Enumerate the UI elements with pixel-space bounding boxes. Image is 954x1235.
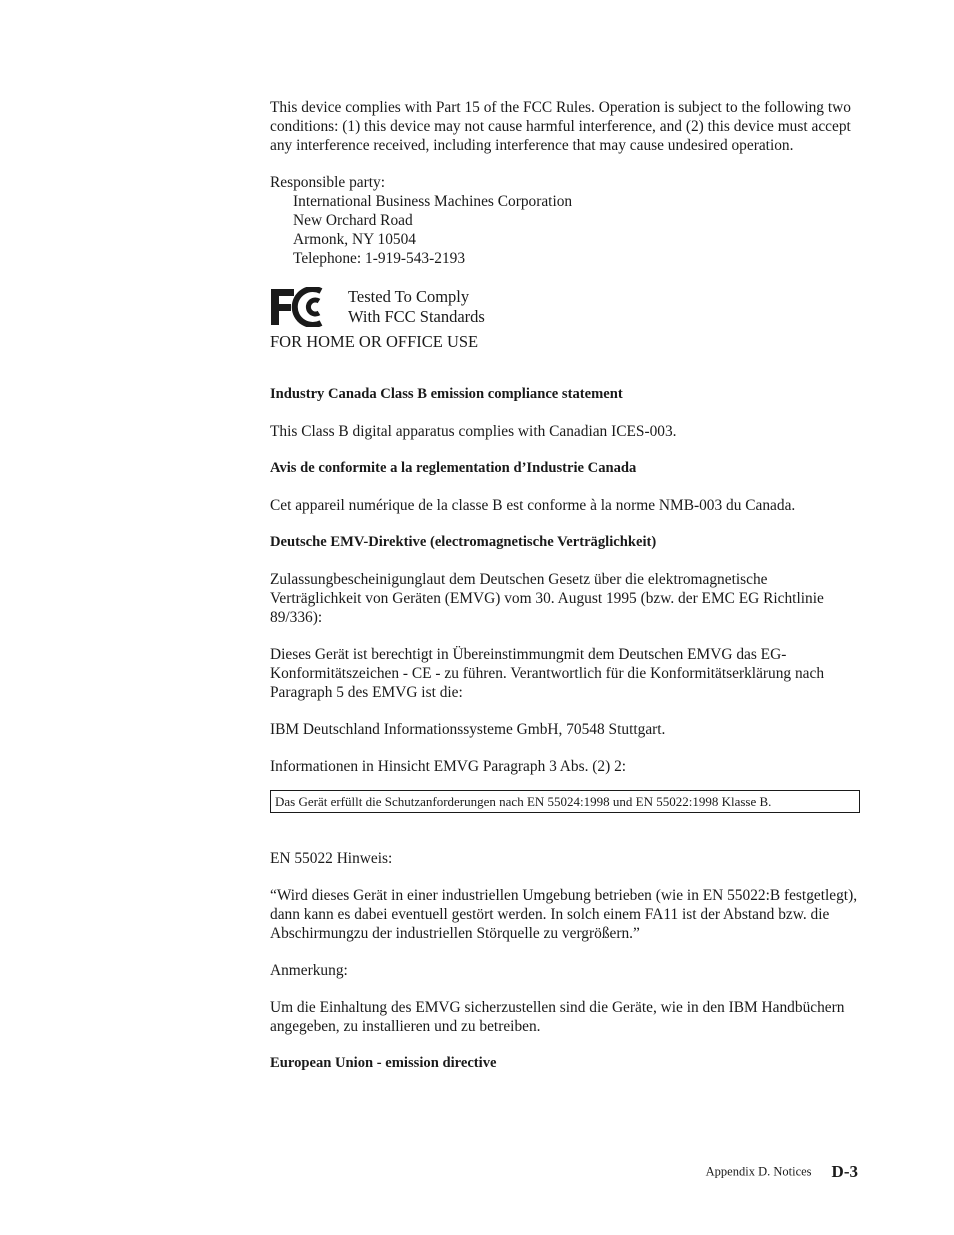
germany-protection-box: Das Gerät erfüllt die Schutzanforderungen nach EN 55024:1998 und EN 55022:1998 Klasse B. (270, 790, 860, 813)
note-text: Um die Einhaltung des EMVG sicherzustellen sind die Geräte, wie in den IBM Handbüchern angegeben, zu installieren und zu betreiben. (270, 999, 845, 1035)
germany-heading: Deutsche EMV-Direktive (electromagnetische Verträglichkeit) (270, 534, 657, 550)
germany-emvg-info: Informationen in Hinsicht EMVG Paragraph 3 Abs. (2) 2: (270, 758, 627, 775)
en55022-quote: “Wird dieses Gerät in einer industriellen Umgebung betrieben (wie in EN 55022:B festgetlegt), dann kann es dabei eventuell gestört werden. In solch einem FA11 ist der Abstand bzw. die Abschirmungzu der industriellen Störquelle zu vergrößern.” (270, 887, 858, 942)
responsible-party-name: International Business Machines Corporation (293, 193, 573, 210)
responsible-party-city: Armonk, NY 10504 (293, 231, 416, 248)
fcc-standards-line: With FCC Standards (348, 307, 485, 326)
responsible-party-street: New Orchard Road (293, 212, 413, 229)
fcc-home-office-line: FOR HOME OR OFFICE USE (270, 332, 479, 351)
canada-en-text: This Class B digital apparatus complies with Canadian ICES-003. (270, 423, 677, 440)
eu-heading: European Union - emission directive (270, 1055, 497, 1071)
canada-en-heading: Industry Canada Class B emission compliance statement (270, 386, 623, 402)
note-label: Anmerkung: (270, 962, 348, 979)
page-content (270, 98, 860, 1091)
responsible-party-label: Responsible party: (270, 174, 385, 191)
fcc-statement: This device complies with Part 15 of the FCC Rules. Operation is subject to the following two conditions: (1) this device may not cause harmful interference, and (2) this device must accept any interference received, including interference that may cause undesired operation. (270, 99, 851, 154)
canada-fr-text: Cet appareil numérique de la classe B est conforme à la norme NMB-003 du Canada. (270, 497, 796, 514)
fcc-compliance-mark (270, 287, 860, 359)
responsible-party (270, 173, 860, 268)
footer-page-number: D-3 (831, 1162, 858, 1181)
fcc-logo-icon (270, 287, 326, 327)
footer-section-label: Appendix D. Notices (705, 1164, 812, 1179)
en55022-label: EN 55022 Hinweis: (270, 850, 393, 867)
germany-ibm-address: IBM Deutschland Informationssysteme GmbH, 70548 Stuttgart. (270, 721, 666, 738)
germany-approval-text: Zulassungbescheinigunglaut dem Deutschen Gesetz über die elektromagnetische Verträglichkeit von Geräten (EMVG) vom 30. August 1995 (bzw. der EMC EG Richtlinie 89/336): (270, 571, 824, 626)
page-footer (706, 1162, 858, 1182)
fcc-tested-line: Tested To Comply (348, 287, 470, 306)
germany-ce-text: Dieses Gerät ist berechtigt in Übereinstimmungmit dem Deutschen EMVG das EG-Konformitätszeichen - CE - zu führen. Verantwortlich für die Konformitätserklärung nach Paragraph 5 des EMVG ist die: (270, 646, 825, 701)
responsible-party-phone: Telephone: 1-919-543-2193 (293, 250, 466, 267)
canada-fr-heading: Avis de conformite a la reglementation d’Industrie Canada (270, 460, 637, 476)
